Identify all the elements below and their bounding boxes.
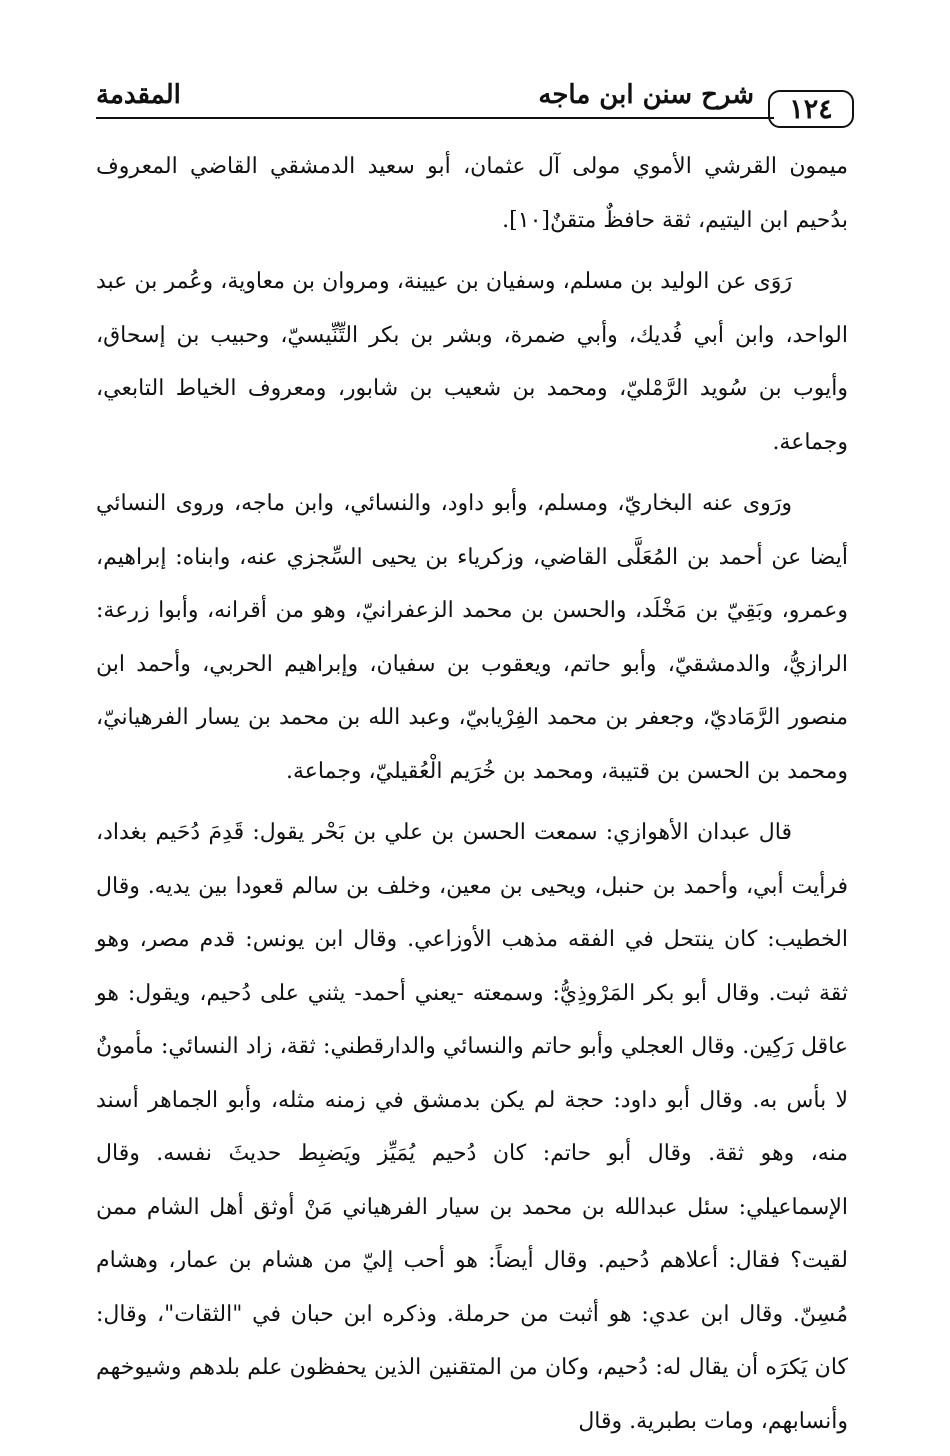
section-title: المقدمة <box>96 80 181 110</box>
paragraph-scholar-opinions: قال عبدان الأهوازي: سمعت الحسن بن علي بن بَحْر يقول: قَدِمَ دُحَيم بغداد، فرأيت أبي، وأحمد بن حنبل، ويحيى بن معين، وخلف بن سالم قعودا بين يديه. وقال الخطيب: كان ينتحل في الفقه مذهب الأوزاعي. وقال ابن يونس: قدم مصر، وهو ثقة ثبت. وقال أبو بكر المَرْوذِيُّ: وسمعته -يعني أحمد- يثني على دُحيم، ويقول: هو عاقل رَكِين. وقال العجلي وأبو حاتم والنسائي والدارقطني: ثقة، زاد النسائي: مأمونٌ لا بأس به. وقال أبو داود: حجة لم يكن بدمشق في زمنه مثله، وأبو الجماهر أسند منه، وهو ثقة. وقال أبو حاتم: كان دُحيم يُمَيِّز ويَضبِط حديثَ نفسه. وقال الإسماعيلي: سئل عبدالله بن محمد بن سيار الفرهياني مَنْ أوثق أهل الشام ممن لقيت؟ فقال: أعلاهم دُحيم. وقال أيضاً: هو أحب إليّ من هشام بن عمار، وهشام مُسِنّ. وقال ابن عدي: هو أثبت من حرملة. وذكره ابن حبان في "الثقات"، وقال: كان يَكرَه أن يقال له: دُحيم، وكان من المتقنين الذين يحفظون علم بلدهم وشيوخهم وأنسابهم، ومات بطبرية. وقال <box>96 820 848 1434</box>
paragraph-narrated-by: ورَوى عنه البخاريّ، ومسلم، وأبو داود، والنسائي، وابن ماجه، وروى النسائي أيضا عن أحمد بن المُعَلَّى القاضي، وزكرياء بن يحيى السِّجزي عنه، وابناه: إبراهيم، وعمرو، وبَقِيّ بن مَخْلَد، والحسن بن محمد الزعفرانيّ، وهو من أقرانه، وأبوا زرعة: الرازيُّ، والدمشقيّ، وأبو حاتم، ويعقوب بن سفيان، وإبراهيم الحربي، وأحمد ابن منصور الرَّمَاديّ، وجعفر بن محمد الفِرْيابيّ، وعبد الله بن محمد بن يسار الفرهيانيّ، ومحمد بن الحسن بن قتيبة، ومحمد بن خُرَيم الْعُقيليّ، وجماعة. <box>96 491 848 784</box>
header-divider <box>96 117 774 119</box>
page-body <box>96 140 848 1456</box>
page-number: ١٢٤ <box>768 90 854 128</box>
book-title: شرح سنن ابن ماجه <box>538 80 754 110</box>
page-header <box>96 72 854 128</box>
paragraph-narrated-from: رَوَى عن الوليد بن مسلم، وسفيان بن عيينة، ومروان بن معاوية، وعُمر بن عبد الواحد، وابن أبي فُديك، وأبي ضمرة، وبشر بن بكر التِّنِّيسيّ، وحبيب بن إسحاق، وأيوب بن سُويد الرَّمْليّ، ومحمد بن شعيب بن شابور، ومعروف الخياط التابعي، وجماعة. <box>96 269 848 455</box>
paragraph-intro: ميمون القرشي الأموي مولى آل عثمان، أبو سعيد الدمشقي القاضي المعروف بدُحيم ابن اليتيم، ثقة حافظٌ متقنٌ[١٠]. <box>96 154 848 233</box>
